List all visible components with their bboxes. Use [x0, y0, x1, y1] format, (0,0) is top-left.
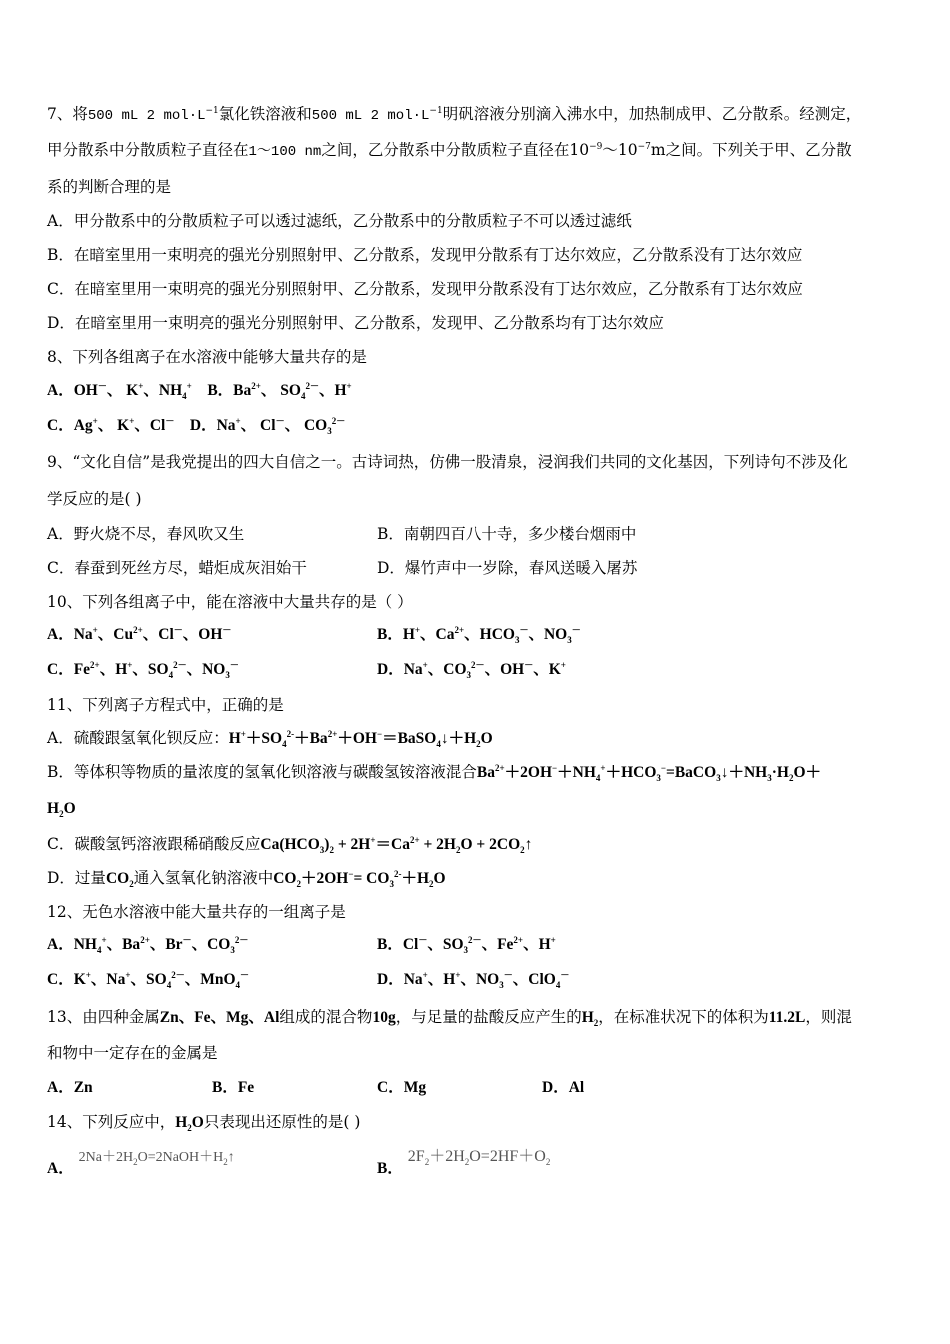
- q12-stem: 12、无色水溶液中能大量共存的一组离子是: [47, 903, 346, 921]
- q12-options-cd: C．K+、Na+、$SO_4^{2-}$、MnO$_4$－ D．Na+、H+、$NO_3^-$、ClO$_4$－: [47, 969, 570, 991]
- q7-option-b: B．在暗室里用一束明亮的强光分别照射甲、乙分散系，发现甲分散系有丁达尔效应，乙分散系没有丁达尔效应: [47, 246, 803, 264]
- q7-option-c: C．在暗室里用一束明亮的强光分别照射甲、乙分散系，发现甲分散系没有丁达尔效应，乙分散系有丁达尔效应: [47, 280, 803, 298]
- q9-line-1: 9、“文化自信”是我党提出的四大自信之一。古诗词热，仿佛一股清泉，浸润我们共同的文化基因，下列诗句不涉及化: [47, 453, 848, 471]
- q11-option-b: B．等体积等物质的量浓度的氢氧化钡溶液与碳酸氢铵溶液混合$Ba^{2+}+2OH^-+NH_4^++HCO_3^-=BaCO_3↓+NH_3\cdot H_2O+$: [47, 762, 821, 784]
- q13-options: A．Zn B．Fe C．Mg D．Al: [47, 1079, 585, 1096]
- q11-option-b-cont: $H_2O$: [47, 800, 76, 820]
- q7-option-a: A．甲分散系中的分散质粒子可以透过滤纸，乙分散系中的分散质粒子不可以透过滤纸: [47, 212, 632, 230]
- q14-option-a: A． $2Na+2H_2O=2NaOH+H_2↑$: [47, 1150, 235, 1177]
- q14-b-equation: $2F_2+2H_2O=2HF+O_2$: [407, 1148, 551, 1168]
- q7-line-1: 7、将500 mL 2 $mol\cdot L^{-1}$氯化铁溶液和500 mL 2 $mol\cdot L^{-1}$明矾溶液分别滴入沸水中，加热制成甲、乙分散系。经测定，: [47, 105, 862, 124]
- q11-stem: 11、下列离子方程式中，正确的是: [47, 696, 284, 714]
- q10-options-cd: C．$Fe^{2+}$、H+、$SO_4^{2-}$、$NO_3^-$ D．Na+、$CO_3^{2-}$、OH－、K+: [47, 659, 566, 681]
- q8-options-ab: A．OH－、 K+、$NH_4^+$ B．$Ba^{2+}$、 $SO_4^{2-}$、H+: [47, 380, 352, 402]
- q13-line-1: 13、由四种金属Zn、Fe、Mg、Al组成的混合物10g，与足量的盐酸反应产生的$H_2$，在标准状况下的体积为11.2L，则混: [47, 1008, 852, 1029]
- q9-options-cd: C．春蚕到死丝方尽，蜡炬成灰泪始干 D．爆竹声中一岁除，春风送暖入屠苏: [47, 559, 638, 577]
- q9-options-ab: A．野火烧不尽，春风吹又生 B．南朝四百八十寺，多少楼台烟雨中: [47, 525, 637, 543]
- q8-stem: 8、下列各组离子在水溶液中能够大量共存的是: [47, 348, 367, 366]
- q7-option-d: D．在暗室里用一束明亮的强光分别照射甲、乙分散系，发现甲、乙分散系均有丁达尔效应: [47, 314, 664, 332]
- q14-a-equation: $2Na+2H_2O=2NaOH+H_2↑$: [78, 1150, 235, 1167]
- q7-line-3: 系的判断合理的是: [47, 178, 172, 196]
- q12-options-ab: A．$NH_4^+$、$Ba^{2+}$、Br－、$CO_3^{2-}$ B．Cl－、$SO_3^{2-}$、$Fe^{2+}$、H+: [47, 934, 556, 956]
- q9-line-2: 学反应的是( ): [47, 490, 142, 508]
- q8-options-cd: C．Ag+、 K+、Cl－ D．Na+、 Cl－、 $CO_3^{2-}$: [47, 415, 346, 437]
- q14-option-b: B． $2F_2+2H_2O=2HF+O_2$: [377, 1148, 551, 1177]
- q14-stem: 14、下列反应中，$H_2O$只表现出还原性的是( ): [47, 1113, 361, 1134]
- q7-line-2: 甲分散系中分散质粒子直径在1～100 nm之间，乙分散系中分散质粒子直径在$10^{-9}\sim 10^{-7}m$之间。下列关于甲、乙分散: [47, 141, 852, 160]
- q11-option-d: D．过量$CO_2$通入氢氧化钠溶液中$CO_2+2OH^-= CO_3^{2-}+H_2O$: [47, 868, 446, 890]
- q10-stem: 10、下列各组离子中，能在溶液中大量共存的是（ ）: [47, 593, 413, 611]
- q13-line-2: 和物中一定存在的金属是: [47, 1044, 218, 1062]
- q10-options-ab: A．Na+、$Cu^{2+}$、Cl－、OH－ B．H+、$Ca^{2+}$、$HCO_3^-$、$NO_3^-$: [47, 624, 581, 646]
- q11-option-c: C．碳酸氢钙溶液跟稀硝酸反应$Ca(HCO_3)_2 + 2H^+=Ca^{2+} + 2H_2O$ + $2CO_2↑$: [47, 834, 533, 856]
- q11-option-a: A．硫酸跟氢氧化钡反应：$H^++SO_4^{2-}+Ba^{2+}+OH^-=BaSO_4↓+H_2O$: [47, 728, 493, 750]
